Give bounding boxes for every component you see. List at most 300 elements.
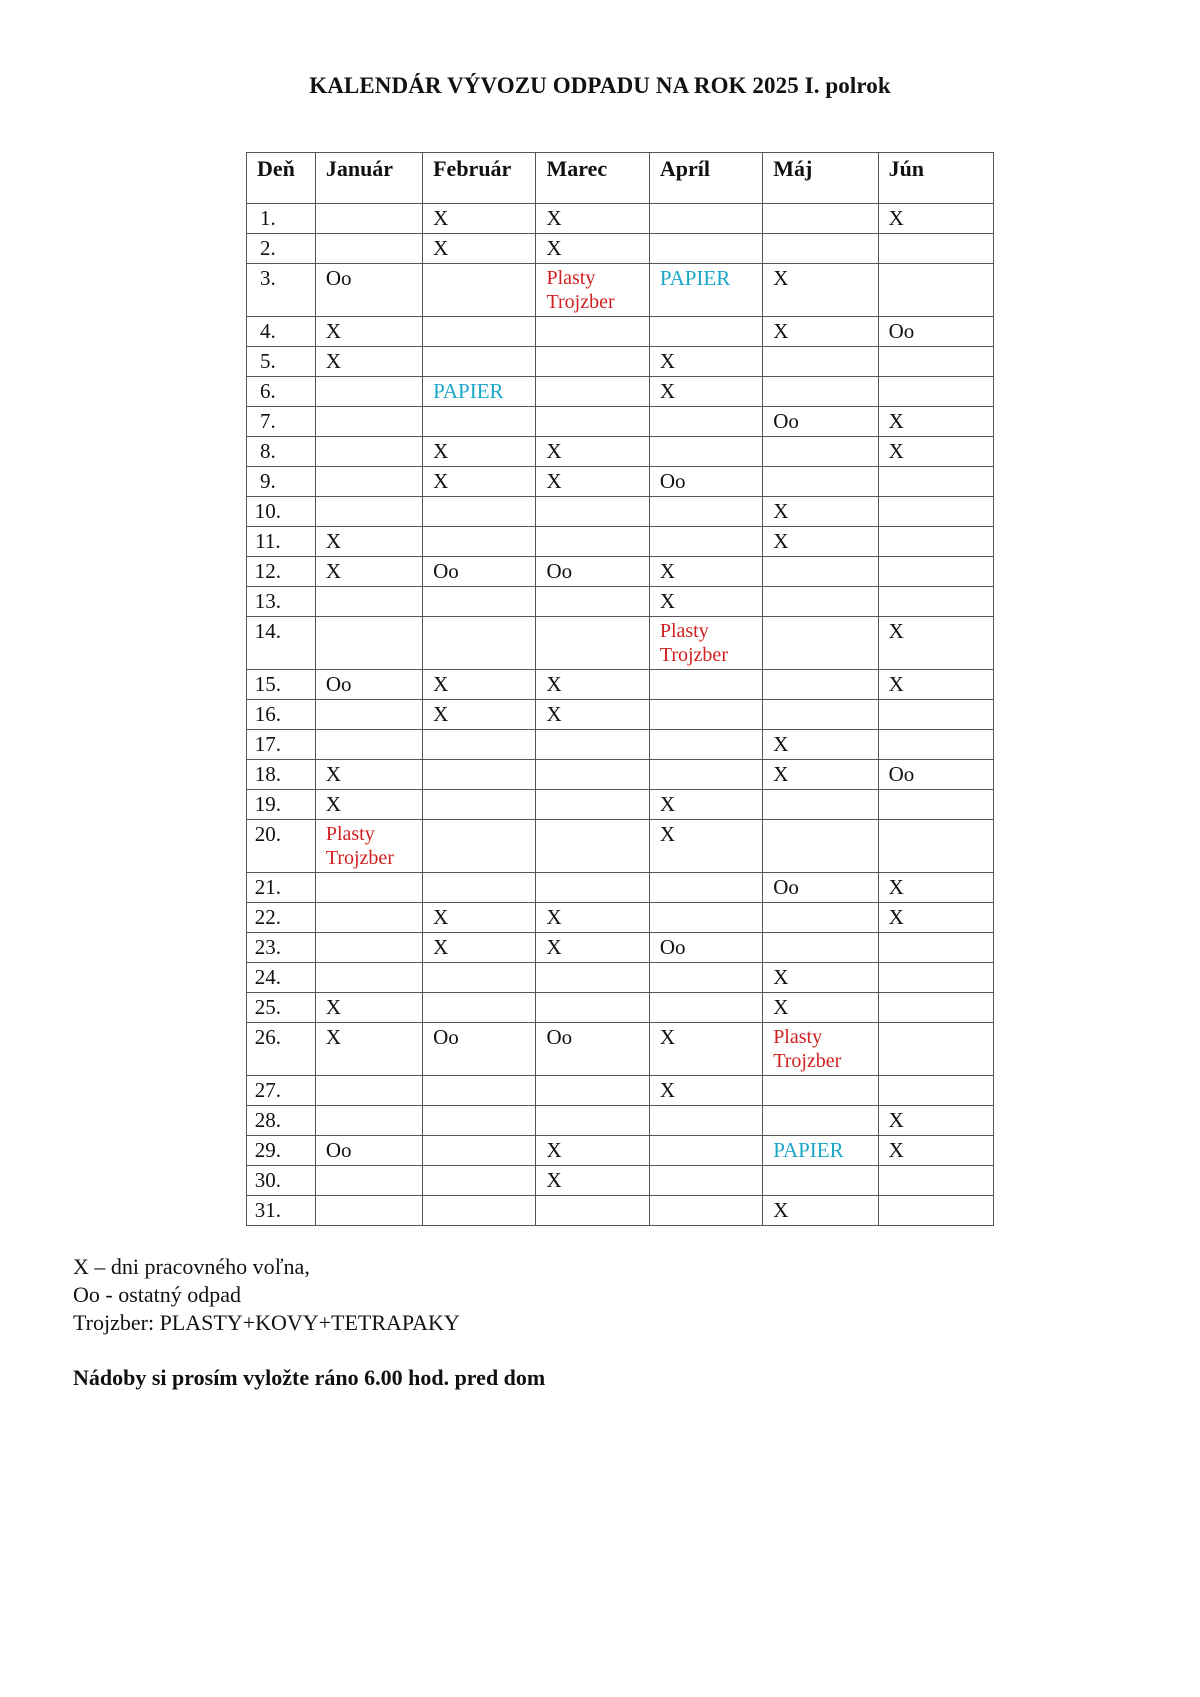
cell-march — [536, 527, 649, 557]
holiday-mark: X — [659, 822, 675, 846]
cell-february — [423, 1106, 536, 1136]
cell-february — [423, 347, 536, 377]
column-header-april: Apríl — [649, 153, 762, 204]
table-row — [247, 1076, 994, 1106]
day-cell: 20. — [247, 820, 316, 873]
cell-april — [649, 933, 762, 963]
cell-june — [878, 1076, 993, 1106]
table-row — [247, 557, 994, 587]
table-row — [247, 1196, 994, 1226]
cell-april — [649, 617, 762, 670]
cell-april — [649, 1106, 762, 1136]
cell-january — [315, 317, 422, 347]
cell-march — [536, 497, 649, 527]
cell-june — [878, 617, 993, 670]
cell-june — [878, 1196, 993, 1226]
column-header-march: Marec — [536, 153, 649, 204]
table-row — [247, 347, 994, 377]
table-row — [247, 873, 994, 903]
day-cell: 1. — [247, 204, 316, 234]
trojzber-label: Trojzber — [546, 291, 615, 313]
table-row — [247, 527, 994, 557]
day-cell: 12. — [247, 557, 316, 587]
cell-february — [423, 317, 536, 347]
cell-april — [649, 347, 762, 377]
cell-january — [315, 264, 422, 317]
holiday-mark: X — [546, 935, 562, 959]
table-row — [247, 317, 994, 347]
cell-january — [315, 1023, 422, 1076]
table-row — [247, 790, 994, 820]
cell-may — [763, 933, 878, 963]
cell-january — [315, 873, 422, 903]
holiday-mark: X — [325, 792, 341, 816]
cell-may — [763, 617, 878, 670]
other-waste-mark: Oo — [546, 559, 573, 583]
header-row — [247, 153, 994, 204]
cell-january — [315, 1106, 422, 1136]
cell-january — [315, 467, 422, 497]
cell-june — [878, 1166, 993, 1196]
cell-march — [536, 730, 649, 760]
day-cell: 22. — [247, 903, 316, 933]
cell-february — [423, 873, 536, 903]
cell-april — [649, 700, 762, 730]
day-cell: 9. — [247, 467, 316, 497]
cell-january — [315, 437, 422, 467]
holiday-mark: X — [888, 875, 904, 899]
holiday-mark: X — [433, 935, 449, 959]
cell-may — [763, 437, 878, 467]
cell-may — [763, 1196, 878, 1226]
table-row — [247, 497, 994, 527]
cell-february — [423, 963, 536, 993]
table-row — [247, 1136, 994, 1166]
day-cell: 26. — [247, 1023, 316, 1076]
cell-june — [878, 760, 993, 790]
holiday-mark: X — [773, 319, 789, 343]
table-row — [247, 437, 994, 467]
holiday-mark: X — [433, 905, 449, 929]
holiday-mark: X — [546, 1138, 562, 1162]
cell-june — [878, 820, 993, 873]
cell-april — [649, 317, 762, 347]
cell-march — [536, 234, 649, 264]
cell-march — [536, 1166, 649, 1196]
cell-march — [536, 1196, 649, 1226]
cell-june — [878, 527, 993, 557]
holiday-mark: X — [888, 1108, 904, 1132]
papier-mark: PAPIER — [433, 379, 504, 403]
other-waste-mark: Oo — [773, 875, 799, 899]
cell-april — [649, 204, 762, 234]
cell-may — [763, 1076, 878, 1106]
cell-may — [763, 347, 878, 377]
cell-february — [423, 903, 536, 933]
cell-june — [878, 963, 993, 993]
cell-april — [649, 437, 762, 467]
holiday-mark: X — [325, 319, 341, 343]
cell-january — [315, 557, 422, 587]
waste-calendar-table — [246, 152, 994, 1226]
cell-february — [423, 587, 536, 617]
cell-april — [649, 730, 762, 760]
other-waste-mark: Oo — [659, 935, 686, 959]
other-waste-mark: Oo — [433, 1025, 459, 1049]
holiday-mark: X — [888, 409, 904, 433]
cell-january — [315, 1196, 422, 1226]
cell-january — [315, 234, 422, 264]
cell-april — [649, 377, 762, 407]
table-row — [247, 933, 994, 963]
cell-may — [763, 467, 878, 497]
trojzber-label: Trojzber — [325, 847, 394, 869]
cell-march — [536, 933, 649, 963]
cell-march — [536, 347, 649, 377]
table-row — [247, 820, 994, 873]
cell-april — [649, 963, 762, 993]
holiday-mark: X — [433, 672, 449, 696]
holiday-mark: X — [773, 266, 789, 290]
cell-march — [536, 1136, 649, 1166]
cell-february — [423, 497, 536, 527]
holiday-mark: X — [546, 905, 562, 929]
cell-march — [536, 377, 649, 407]
cell-february — [423, 527, 536, 557]
plasty-label: Plasty — [773, 1026, 823, 1048]
cell-january — [315, 377, 422, 407]
cell-april — [649, 1136, 762, 1166]
cell-february — [423, 1196, 536, 1226]
holiday-mark: X — [659, 559, 675, 583]
holiday-mark: X — [773, 499, 789, 523]
holiday-mark: X — [325, 995, 341, 1019]
cell-may — [763, 527, 878, 557]
table-row — [247, 993, 994, 1023]
cell-february — [423, 1076, 536, 1106]
day-cell: 31. — [247, 1196, 316, 1226]
cell-march — [536, 820, 649, 873]
holiday-mark: X — [888, 1138, 904, 1162]
table-row — [247, 700, 994, 730]
day-cell: 16. — [247, 700, 316, 730]
holiday-mark: X — [773, 1198, 789, 1222]
day-cell: 10. — [247, 497, 316, 527]
cell-march — [536, 407, 649, 437]
papier-mark: PAPIER — [773, 1138, 844, 1162]
cell-march — [536, 467, 649, 497]
column-header-june: Jún — [878, 153, 993, 204]
table-row — [247, 407, 994, 437]
cell-april — [649, 527, 762, 557]
day-cell: 18. — [247, 760, 316, 790]
cell-april — [649, 790, 762, 820]
holiday-mark: X — [773, 965, 789, 989]
trojzber-label: Trojzber — [659, 644, 728, 666]
table-row — [247, 587, 994, 617]
column-header-day: Deň — [247, 153, 316, 204]
holiday-mark: X — [773, 995, 789, 1019]
cell-april — [649, 1196, 762, 1226]
cell-june — [878, 993, 993, 1023]
holiday-mark: X — [325, 529, 341, 553]
cell-april — [649, 497, 762, 527]
holiday-mark: X — [433, 439, 449, 463]
table-row — [247, 617, 994, 670]
cell-february — [423, 1023, 536, 1076]
cell-may — [763, 1136, 878, 1166]
holiday-mark: X — [433, 469, 449, 493]
cell-april — [649, 557, 762, 587]
cell-february — [423, 557, 536, 587]
cell-january — [315, 790, 422, 820]
cell-february — [423, 790, 536, 820]
cell-april — [649, 993, 762, 1023]
cell-may — [763, 1106, 878, 1136]
table-row — [247, 1023, 994, 1076]
trojzber-label: Trojzber — [773, 1050, 842, 1072]
holiday-mark: X — [659, 1025, 675, 1049]
day-cell: 13. — [247, 587, 316, 617]
cell-june — [878, 407, 993, 437]
table-row — [247, 467, 994, 497]
table-row — [247, 1166, 994, 1196]
cell-june — [878, 873, 993, 903]
cell-february — [423, 264, 536, 317]
holiday-mark: X — [546, 672, 562, 696]
cell-june — [878, 264, 993, 317]
day-cell: 11. — [247, 527, 316, 557]
holiday-mark: X — [325, 1025, 341, 1049]
day-cell: 17. — [247, 730, 316, 760]
holiday-mark: X — [546, 1168, 562, 1192]
cell-june — [878, 347, 993, 377]
cell-april — [649, 587, 762, 617]
cell-february — [423, 234, 536, 264]
cell-may — [763, 873, 878, 903]
other-waste-mark: Oo — [325, 672, 352, 696]
holiday-mark: X — [433, 236, 449, 260]
cell-march — [536, 617, 649, 670]
page-title: KALENDÁR VÝVOZU ODPADU NA ROK 2025 I. polrok — [309, 73, 891, 98]
other-waste-mark: Oo — [888, 319, 915, 343]
cell-january — [315, 730, 422, 760]
cell-february — [423, 204, 536, 234]
day-cell: 29. — [247, 1136, 316, 1166]
other-waste-mark: Oo — [888, 762, 915, 786]
cell-january — [315, 670, 422, 700]
table-row — [247, 760, 994, 790]
legend-other-waste: Oo - ostatný odpad — [73, 1282, 242, 1307]
cell-may — [763, 760, 878, 790]
cell-march — [536, 437, 649, 467]
cell-april — [649, 873, 762, 903]
cell-february — [423, 700, 536, 730]
cell-may — [763, 407, 878, 437]
cell-february — [423, 377, 536, 407]
cell-march — [536, 760, 649, 790]
cell-may — [763, 317, 878, 347]
cell-may — [763, 963, 878, 993]
legend-holiday: X – dni pracovného voľna, — [73, 1254, 310, 1279]
legend — [73, 1253, 460, 1337]
cell-april — [649, 760, 762, 790]
cell-january — [315, 527, 422, 557]
cell-february — [423, 467, 536, 497]
cell-may — [763, 234, 878, 264]
cell-june — [878, 437, 993, 467]
day-cell: 5. — [247, 347, 316, 377]
cell-april — [649, 407, 762, 437]
cell-april — [649, 903, 762, 933]
cell-march — [536, 963, 649, 993]
cell-march — [536, 993, 649, 1023]
calendar-body — [247, 204, 994, 1226]
day-cell: 27. — [247, 1076, 316, 1106]
holiday-mark: X — [546, 206, 562, 230]
collection-notice: Nádoby si prosím vyložte ráno 6.00 hod. pred dom — [73, 1365, 546, 1390]
cell-february — [423, 993, 536, 1023]
cell-february — [423, 730, 536, 760]
cell-june — [878, 234, 993, 264]
holiday-mark: X — [546, 236, 562, 260]
cell-june — [878, 377, 993, 407]
cell-june — [878, 670, 993, 700]
cell-april — [649, 820, 762, 873]
holiday-mark: X — [325, 559, 341, 583]
cell-june — [878, 700, 993, 730]
cell-march — [536, 1023, 649, 1076]
column-header-february: Február — [423, 153, 536, 204]
holiday-mark: X — [433, 702, 449, 726]
holiday-mark: X — [659, 589, 675, 613]
holiday-mark: X — [773, 762, 789, 786]
holiday-mark: X — [659, 1078, 675, 1102]
other-waste-mark: Oo — [659, 469, 686, 493]
other-waste-mark: Oo — [773, 409, 799, 433]
cell-march — [536, 873, 649, 903]
day-cell: 8. — [247, 437, 316, 467]
holiday-mark: X — [659, 349, 675, 373]
cell-january — [315, 760, 422, 790]
cell-april — [649, 670, 762, 700]
cell-january — [315, 993, 422, 1023]
cell-june — [878, 903, 993, 933]
papier-mark: PAPIER — [659, 266, 731, 290]
cell-may — [763, 993, 878, 1023]
cell-march — [536, 587, 649, 617]
day-cell: 24. — [247, 963, 316, 993]
legend-trojzber: Trojzber: PLASTY+KOVY+TETRAPAKY — [73, 1310, 460, 1335]
day-cell: 4. — [247, 317, 316, 347]
other-waste-mark: Oo — [546, 1025, 573, 1049]
holiday-mark: X — [433, 206, 449, 230]
cell-february — [423, 437, 536, 467]
cell-april — [649, 1023, 762, 1076]
other-waste-mark: Oo — [325, 1138, 352, 1162]
plasty-label: Plasty — [325, 823, 375, 845]
table-row — [247, 730, 994, 760]
cell-may — [763, 497, 878, 527]
cell-june — [878, 933, 993, 963]
cell-may — [763, 820, 878, 873]
cell-may — [763, 790, 878, 820]
cell-february — [423, 670, 536, 700]
cell-may — [763, 587, 878, 617]
table-row — [247, 963, 994, 993]
cell-january — [315, 820, 422, 873]
cell-june — [878, 557, 993, 587]
cell-january — [315, 963, 422, 993]
cell-march — [536, 670, 649, 700]
cell-february — [423, 1166, 536, 1196]
cell-march — [536, 557, 649, 587]
cell-february — [423, 617, 536, 670]
holiday-mark: X — [888, 905, 904, 929]
cell-january — [315, 617, 422, 670]
cell-march — [536, 1076, 649, 1106]
holiday-mark: X — [888, 439, 904, 463]
cell-june — [878, 497, 993, 527]
cell-march — [536, 1106, 649, 1136]
column-header-january: Január — [315, 153, 422, 204]
holiday-mark: X — [888, 672, 904, 696]
day-cell: 14. — [247, 617, 316, 670]
table-row — [247, 377, 994, 407]
cell-may — [763, 700, 878, 730]
cell-january — [315, 204, 422, 234]
cell-june — [878, 730, 993, 760]
cell-june — [878, 467, 993, 497]
cell-may — [763, 204, 878, 234]
cell-april — [649, 1076, 762, 1106]
day-cell: 25. — [247, 993, 316, 1023]
cell-january — [315, 587, 422, 617]
cell-january — [315, 903, 422, 933]
holiday-mark: X — [325, 762, 341, 786]
cell-june — [878, 1136, 993, 1166]
holiday-mark: X — [659, 379, 675, 403]
cell-june — [878, 1023, 993, 1076]
table-row — [247, 234, 994, 264]
cell-january — [315, 1076, 422, 1106]
table-row — [247, 1106, 994, 1136]
holiday-mark: X — [325, 349, 341, 373]
cell-march — [536, 204, 649, 234]
day-cell: 19. — [247, 790, 316, 820]
cell-june — [878, 204, 993, 234]
cell-june — [878, 790, 993, 820]
cell-april — [649, 264, 762, 317]
other-waste-mark: Oo — [433, 559, 459, 583]
cell-february — [423, 933, 536, 963]
cell-may — [763, 1166, 878, 1196]
table-row — [247, 264, 994, 317]
day-cell: 30. — [247, 1166, 316, 1196]
cell-june — [878, 587, 993, 617]
cell-january — [315, 407, 422, 437]
cell-april — [649, 234, 762, 264]
holiday-mark: X — [546, 702, 562, 726]
table-row — [247, 670, 994, 700]
holiday-mark: X — [546, 439, 562, 463]
plasty-label: Plasty — [659, 620, 709, 642]
cell-march — [536, 903, 649, 933]
day-cell: 21. — [247, 873, 316, 903]
cell-january — [315, 1136, 422, 1166]
other-waste-mark: Oo — [325, 266, 352, 290]
cell-april — [649, 1166, 762, 1196]
